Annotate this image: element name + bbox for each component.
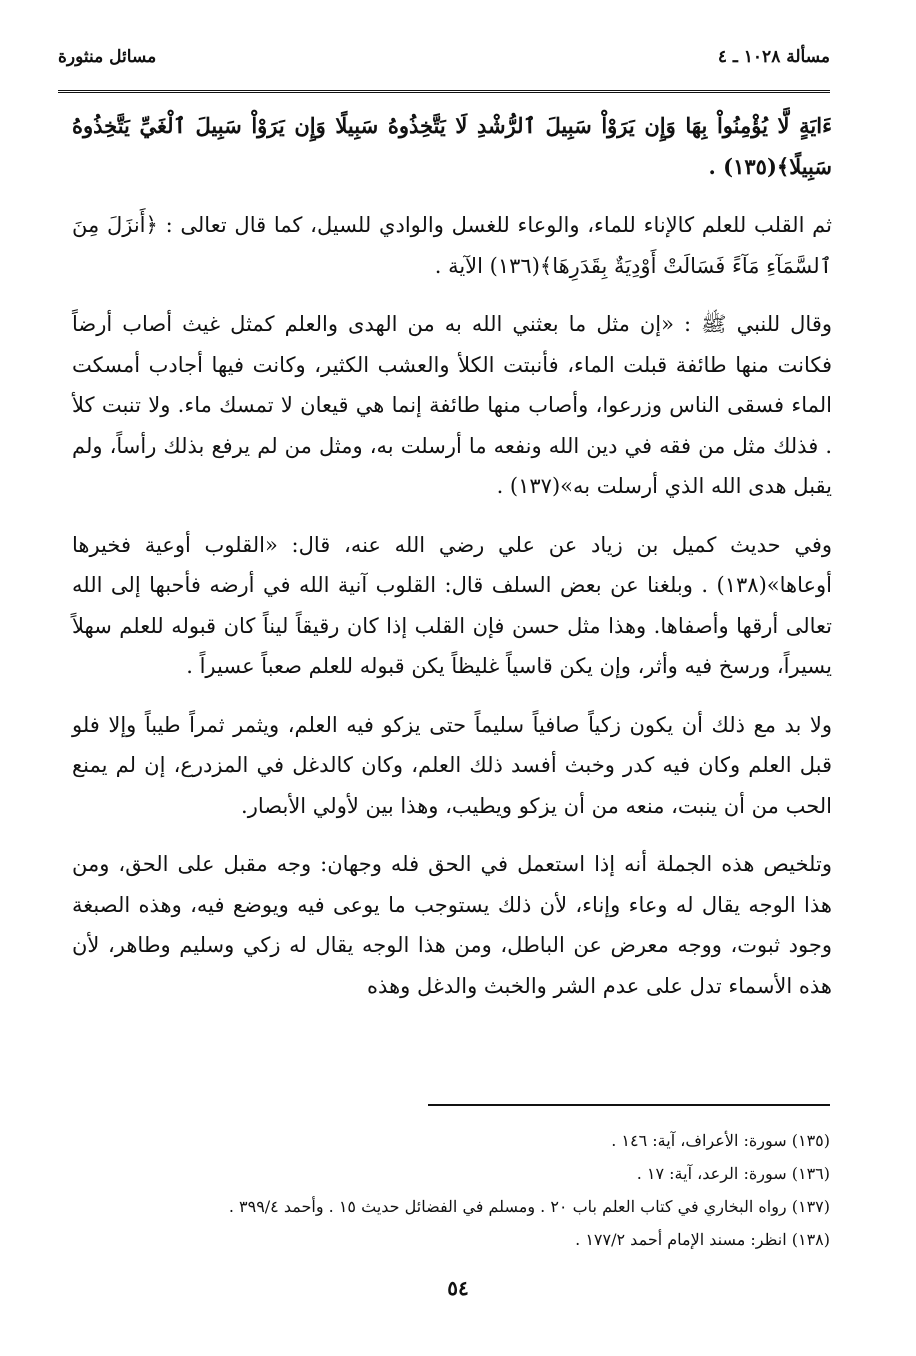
header-issue-title: مسألة ١٠٢٨ ـ ٤ (717, 47, 830, 67)
running-header (58, 42, 830, 72)
header-divider (58, 90, 830, 93)
footnote-138: (١٣٨) انظر: مسند الإمام أحمد ١٧٧/٢ . (575, 1230, 830, 1249)
footnote-divider (428, 1104, 830, 1106)
paragraph-spacer (72, 286, 832, 304)
paragraph-spacer (72, 187, 832, 205)
paragraph-heart-vessel: ثم القلب للعلم كالإناء للماء، والوعاء للغسل والوادي للسيل، كما قال تعالى : ﴿أَنزَلَ مِنَ ٱلسَّمَآءِ مَآءً فَسَالَتْ أَوْدِيَةٌ بِقَدَرِهَا﴾(١٣٦) الآية . (72, 213, 832, 278)
footnote-135: (١٣٥) سورة: الأعراف، آية: ١٤٦ . (611, 1131, 830, 1150)
paragraph-hadith-rain: وقال للنبي ﷺ : «إن مثل ما بعثني الله به من الهدى والعلم كمثل غيث أصاب أرضاً فكانت منها طائفة قبلت الماء، فأنبتت الكلأ والعشب الكثير، وكانت فيها أجادب أمسكت الماء فسقى الناس وزرعوا، وأصاب منها طائفة إنما هي قيعان لا تمسك ماء. ولا تنبت كلأ . فذلك مثل من فقه في دين الله ونفعه ما أرسلت به، ومثل من لم يرفع بذلك رأساً، ولم يقبل هدى الله الذي أرسلت به»(١٣٧) . (72, 312, 832, 498)
paragraph-spacer (72, 826, 832, 844)
page-number: ٥٤ (447, 1276, 469, 1300)
main-text (72, 106, 832, 1006)
header-book-title: مسائل منثورة (58, 47, 157, 67)
paragraph-purity: ولا بد مع ذلك أن يكون زكياً صافياً سليماً حتى يزكو فيه العلم، ويثمر ثمراً طيباً وإلا فلو قبل العلم وكان فيه كدر وخبث أفسد ذلك العلم، وكان كالدغل في المزدرع، إن لم يمنع الحب من أن ينبت، منعه من أن يزكو ويطيب، وهذا بين لأولي الأبصار. (72, 712, 832, 818)
footnotes (72, 1124, 830, 1256)
paragraph-spacer (72, 507, 832, 525)
paragraph-spacer (72, 687, 832, 705)
paragraph-kumayl-hadith: وفي حديث كميل بن زياد عن علي رضي الله عنه، قال: «القلوب أوعية فخيرها أوعاها»(١٣٨) . وبلغنا عن بعض السلف قال: القلوب آنية الله في أرضه فأحبها إلى الله تعالى أرقها وأصفاها. وهذا مثل حسن فإن القلب إذا كان رقيقاً ليناً كان قبوله للعلم سهلاً يسيراً، ورسخ فيه وأثر، وإن يكن قاسياً غليظاً يكن قبوله للعلم صعباً عسيراً . (72, 532, 832, 678)
paragraph-summary: وتلخيص هذه الجملة أنه إذا استعمل في الحق فله وجهان: وجه مقبل على الحق، ومن هذا الوجه يقال له وعاء وإناء، لأن ذلك يستوجب ما يوعى فيه ويوضع فيه، وهذه الصبغة وجود ثبوت، ووجه معرض عن الباطل، ومن هذا الوجه يقال له زكي وسليم وطاهر، لأن هذه الأسماء تدل على عدم الشر والخبث والدغل وهذه (72, 852, 832, 998)
footnote-137: (١٣٧) رواه البخاري في كتاب العلم باب ٢٠ . ومسلم في الفضائل حديث ١٥ . وأحمد ٣٩٩/٤ . (228, 1197, 830, 1216)
footnote-136: (١٣٦) سورة: الرعد، آية: ١٧ . (636, 1164, 830, 1183)
verse-continuation: ءَايَةٍ لَّا يُؤْمِنُواْ بِهَا وَإِن يَرَوْاْ سَبِيلَ ٱلرُّشْدِ لَا يَتَّخِذُوهُ سَبِيلًا وَإِن يَرَوْاْ سَبِيلَ ٱلْغَيِّ يَتَّخِذُوهُ سَبِيلًا﴾(١٣٥) . (72, 113, 832, 179)
